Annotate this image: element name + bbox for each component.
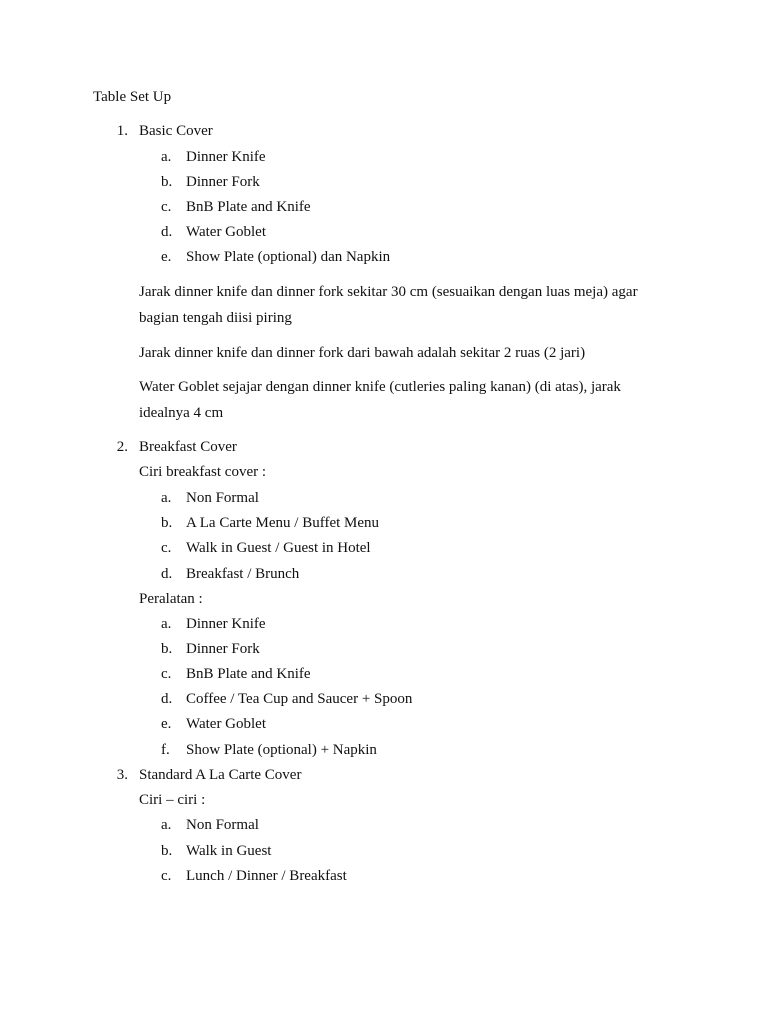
section-2-heading: Breakfast Cover bbox=[139, 439, 237, 455]
list-item-marker: c. bbox=[161, 868, 172, 884]
document-title: Table Set Up bbox=[93, 89, 172, 105]
list-item-marker: a. bbox=[161, 490, 172, 506]
list-item-marker: b. bbox=[161, 843, 173, 859]
section-1-heading: Basic Cover bbox=[139, 123, 213, 139]
list-item: Dinner Fork bbox=[186, 174, 260, 190]
paragraph-line: Water Goblet sejajar dengan dinner knife (cutleries paling kanan) (di atas), jarak bbox=[139, 379, 621, 395]
list-item: Non Formal bbox=[186, 817, 259, 833]
list-item: Breakfast / Brunch bbox=[186, 566, 300, 582]
list-item: Water Goblet bbox=[186, 224, 267, 240]
list-item: Show Plate (optional) + Napkin bbox=[186, 742, 377, 758]
list-item: BnB Plate and Knife bbox=[186, 666, 311, 682]
list-item: Show Plate (optional) dan Napkin bbox=[186, 249, 391, 265]
list-item: Dinner Fork bbox=[186, 641, 260, 657]
list-item-marker: c. bbox=[161, 666, 172, 682]
subheading: Ciri breakfast cover : bbox=[139, 464, 267, 480]
list-item: Lunch / Dinner / Breakfast bbox=[186, 868, 347, 884]
list-item: Coffee / Tea Cup and Saucer + Spoon bbox=[186, 691, 413, 707]
list-item: Walk in Guest / Guest in Hotel bbox=[186, 540, 371, 556]
subheading: Ciri – ciri : bbox=[139, 792, 206, 808]
list-item-marker: a. bbox=[161, 616, 172, 632]
subheading: Peralatan : bbox=[139, 591, 203, 607]
list-item: Walk in Guest bbox=[186, 843, 272, 859]
paragraph-line: bagian tengah diisi piring bbox=[139, 310, 292, 326]
paragraph-line: Jarak dinner knife dan dinner fork dari bawah adalah sekitar 2 ruas (2 jari) bbox=[139, 345, 586, 361]
list-item-marker: c. bbox=[161, 199, 172, 215]
section-1-number: 1. bbox=[116, 123, 128, 139]
paragraph-line: idealnya 4 cm bbox=[139, 405, 224, 421]
list-item: A La Carte Menu / Buffet Menu bbox=[186, 515, 380, 531]
list-item: Dinner Knife bbox=[186, 149, 266, 165]
list-item-marker: d. bbox=[161, 566, 173, 582]
paragraph-line: Jarak dinner knife dan dinner fork sekitar 30 cm (sesuaikan dengan luas meja) agar bbox=[139, 284, 638, 300]
list-item: Water Goblet bbox=[186, 716, 267, 732]
list-item-marker: f. bbox=[161, 742, 170, 758]
list-item: Non Formal bbox=[186, 490, 259, 506]
section-2-number: 2. bbox=[116, 439, 128, 455]
list-item: BnB Plate and Knife bbox=[186, 199, 311, 215]
list-item-marker: e. bbox=[161, 716, 172, 732]
list-item-marker: b. bbox=[161, 641, 173, 657]
list-item: Dinner Knife bbox=[186, 616, 266, 632]
list-item-marker: a. bbox=[161, 149, 172, 165]
list-item-marker: c. bbox=[161, 540, 172, 556]
list-item-marker: e. bbox=[161, 249, 172, 265]
list-item-marker: d. bbox=[161, 691, 173, 707]
list-item-marker: a. bbox=[161, 817, 172, 833]
section-3-number: 3. bbox=[116, 767, 128, 783]
section-3-heading: Standard A La Carte Cover bbox=[139, 767, 302, 783]
list-item-marker: b. bbox=[161, 515, 173, 531]
list-item-marker: b. bbox=[161, 174, 173, 190]
list-item-marker: d. bbox=[161, 224, 173, 240]
